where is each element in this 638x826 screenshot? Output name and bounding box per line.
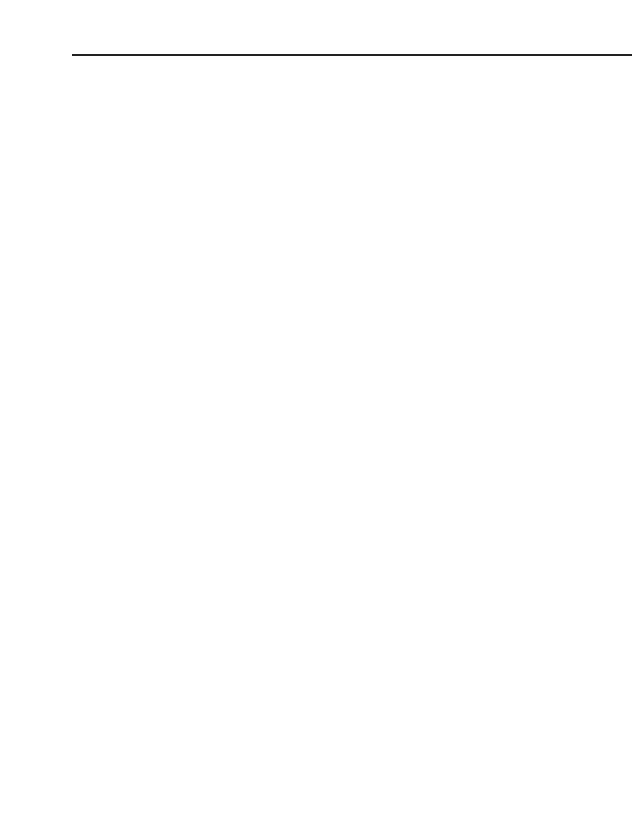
question-table [72, 54, 632, 56]
table-row [73, 55, 632, 56]
answer-cell [605, 55, 632, 56]
question-number [73, 55, 103, 56]
question-cell [103, 55, 605, 56]
